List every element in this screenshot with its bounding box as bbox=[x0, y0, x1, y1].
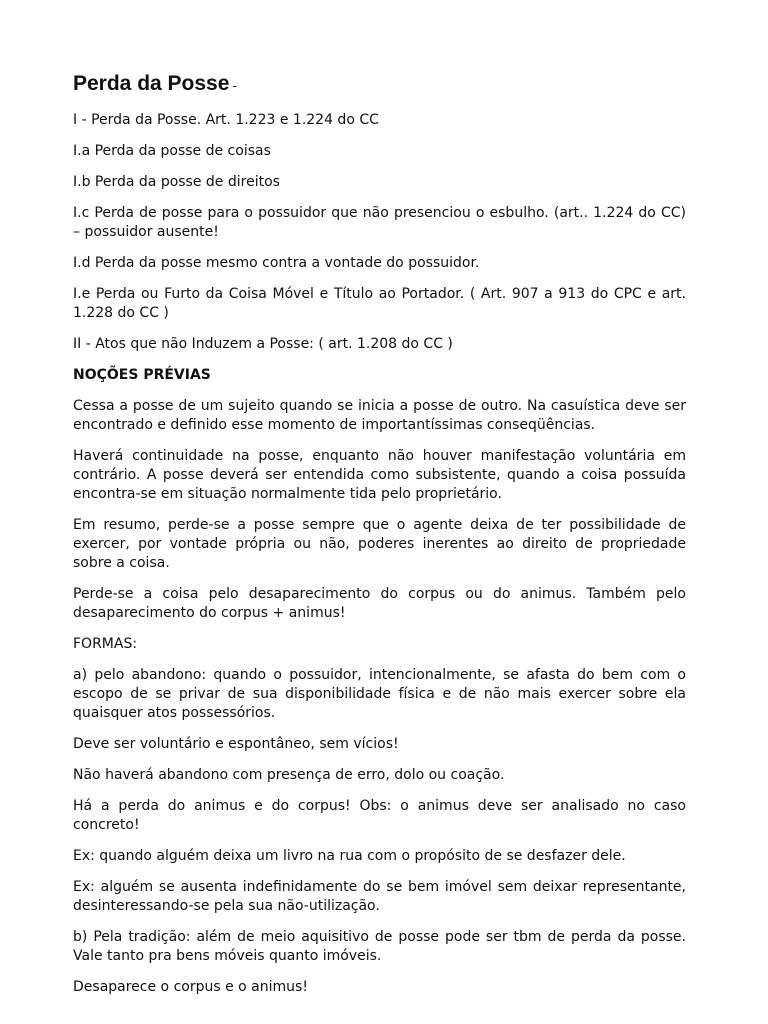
paragraph-item-i: I - Perda da Posse. Art. 1.223 e 1.224 do CC bbox=[73, 112, 379, 128]
paragraph-formas: FORMAS: bbox=[73, 636, 138, 652]
paragraph-cessa: Cessa a posse de um sujeito quando se inicia a posse de outro. Na casuística deve ser encontrado e definido esse momento de importantíssimas conseqüências. bbox=[73, 398, 686, 433]
title-suffix: - bbox=[232, 79, 238, 94]
paragraph-item-ie: I.e Perda ou Furto da Coisa Móvel e Título ao Portador. ( Art. 907 a 913 do CPC e art. 1.228 do CC ) bbox=[73, 286, 686, 321]
paragraph-item-ib: I.b Perda da posse de direitos bbox=[73, 174, 280, 190]
paragraph-item-ia: I.a Perda da posse de coisas bbox=[73, 143, 271, 159]
title-text: Perda da Posse bbox=[73, 72, 230, 95]
paragraph-perde-se: Perde-se a coisa pelo desaparecimento do corpus ou do animus. Também pelo desaparecimento do corpus + animus! bbox=[73, 586, 686, 621]
paragraph-perda-animus: Há a perda do animus e do corpus! Obs: o animus deve ser analisado no caso concreto! bbox=[73, 798, 686, 833]
paragraph-exemplo-livro: Ex: quando alguém deixa um livro na rua com o propósito de se desfazer dele. bbox=[73, 848, 626, 864]
paragraph-desaparece: Desaparece o corpus e o animus! bbox=[73, 979, 308, 995]
paragraph-continuidade: Haverá continuidade na posse, enquanto não houver manifestação voluntária em contrário. A posse deverá ser entendida como subsistente, quando a coisa possuída encontra-se em situação normalmente tida pelo proprietário. bbox=[73, 448, 686, 502]
paragraph-voluntario: Deve ser voluntário e espontâneo, sem vícios! bbox=[73, 736, 399, 752]
paragraph-item-ii: II - Atos que não Induzem a Posse: ( art. 1.208 do CC ) bbox=[73, 336, 453, 352]
paragraph-item-id: I.d Perda da posse mesmo contra a vontade do possuidor. bbox=[73, 255, 480, 271]
page-title bbox=[73, 70, 686, 101]
paragraph-resumo: Em resumo, perde-se a posse sempre que o agente deixa de ter possibilidade de exercer, por vontade própria ou não, poderes inerentes ao direito de propriedade sobre a coisa. bbox=[73, 517, 686, 571]
paragraph-tradicao: b) Pela tradição: além de meio aquisitivo de posse pode ser tbm de perda da posse. Vale tanto pra bens móveis quanto imóveis. bbox=[73, 929, 686, 964]
section-heading: NOÇÕES PRÉVIAS bbox=[73, 367, 211, 383]
document-body bbox=[73, 70, 686, 1009]
paragraph-exemplo-imovel: Ex: alguém se ausenta indefinidamente do se bem imóvel sem deixar representante, desinteressando-se pela sua não-utilização. bbox=[73, 879, 686, 914]
paragraph-item-ic: I.c Perda de posse para o possuidor que não presenciou o esbulho. (art.. 1.224 do CC) – possuidor ausente! bbox=[73, 205, 686, 240]
paragraph-abandono: a) pelo abandono: quando o possuidor, intencionalmente, se afasta do bem com o escopo de se privar de sua disponibilidade física e de não mais exercer sobre ela quaisquer atos possessórios. bbox=[73, 667, 686, 721]
paragraph-nao-havera: Não haverá abandono com presença de erro, dolo ou coação. bbox=[73, 767, 505, 783]
